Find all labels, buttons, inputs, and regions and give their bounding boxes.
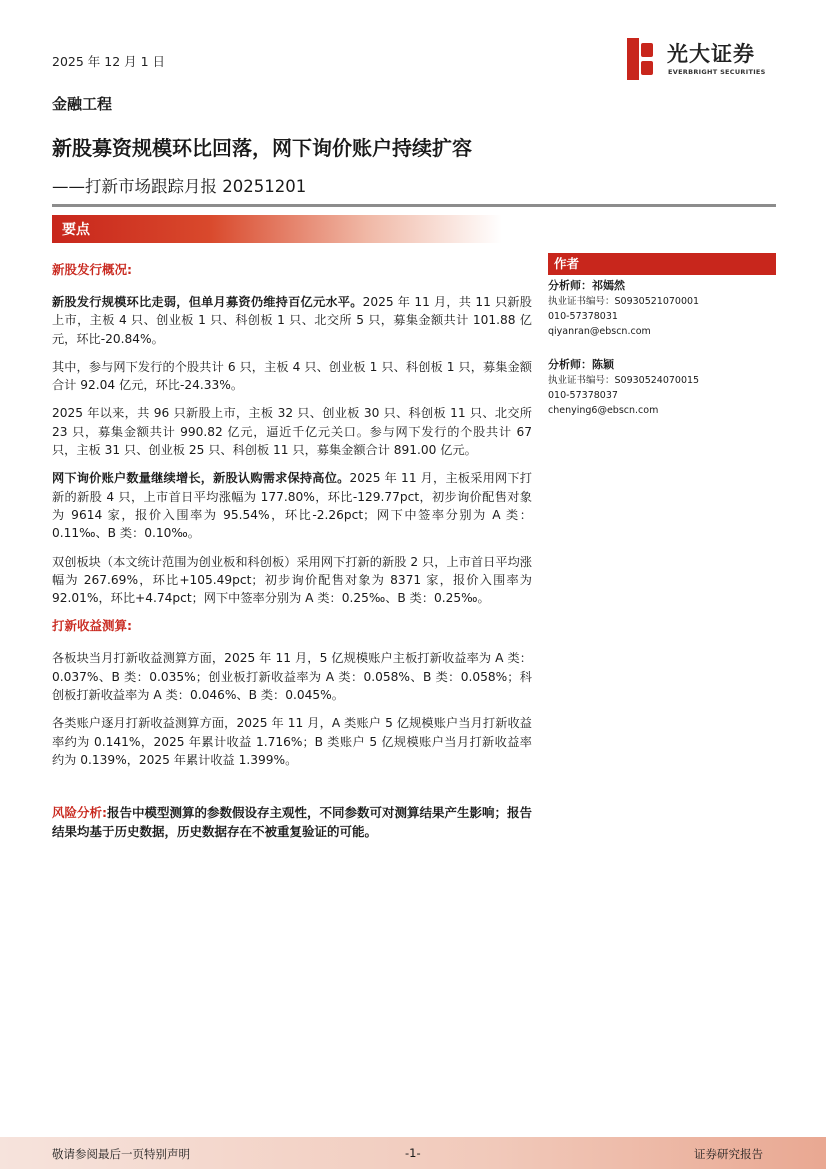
- paragraph-lead: 网下询价账户数量继续增长，新股认购需求保持高位。: [52, 471, 350, 486]
- analyst-phone: 010-57378037: [548, 390, 618, 401]
- analyst-license: 执业证书编号：S0930524070015: [548, 375, 700, 386]
- footer-disclaimer: 敬请参阅最后一页特别声明: [52, 1147, 190, 1161]
- company-logo: [627, 38, 777, 82]
- section-title-issuance: 新股发行概况:: [52, 262, 132, 277]
- analyst-phone: 010-57378031: [548, 311, 618, 322]
- paragraph-lead: 新股发行规模环比走弱，但单月募资仍维持百亿元水平。: [52, 295, 363, 309]
- analyst-email[interactable]: qiyanran@ebscn.com: [548, 326, 651, 337]
- keypoints-banner: [52, 215, 502, 243]
- analyst-card: [548, 278, 776, 339]
- paragraph: 双创板块（本文统计范围为创业板和科创板）采用网下打新的新股 2 只，上市首日平均涨幅为 267.69%，环比+105.49pct；初步询价配售对象为 8371 家，报价入围率为 92.01%，环比+4.74pct；网下中签率分别为 A 类：0.25‰、B 类：0.25‰。: [52, 554, 532, 606]
- page-number: -1-: [405, 1146, 421, 1160]
- analyst-email[interactable]: chenying6@ebscn.com: [548, 405, 659, 416]
- paragraph-text: 2025 年 11 月，主板采用网下打新的新股 4 只，上市首日平均涨幅为 177.80%，环比-129.77pct，初步询价配售对象为 9614 家，报价入围率为 95.54%，环比-2.26pct；网下中签率分别为 A 类：0.11‰、B 类：0.10‰。: [52, 471, 532, 541]
- header-divider: [52, 204, 776, 207]
- paragraph-text: 2025 年 11 月，共 11 只新股上市，主板 4 只、创业板 1 只、科创板 1 只、北交所 5 只，募集金额共计 101.88 亿元，环比-20.84%。: [52, 295, 532, 346]
- analyst-name: 分析师：祁嫣然: [548, 279, 625, 292]
- paragraph: 2025 年以来，共 96 只新股上市，主板 32 只、创业板 30 只、科创板 11 只、北交所 23 只，募集金额共计 990.82 亿元，逼近千亿元关口。参与网下发行的个股共计 67 只，主板 31 只、创业板 25 只、科创板 11 只，募集金额合计 891.00 亿元。: [52, 406, 532, 458]
- risk-analysis: [52, 803, 532, 841]
- main-content: [52, 261, 532, 841]
- paragraph: 各板块当月打新收益测算方面，2025 年 11 月，5 亿规模账户主板打新收益率为 A 类：0.037%、B 类：0.035%；创业板打新收益率为 A 类：0.058%、B 类：0.058%；科创板打新收益率为 A 类：0.046%、B 类：0.045%。: [52, 651, 532, 703]
- logo-chinese-name: 光大证券: [667, 42, 755, 66]
- paragraph: 各类账户逐月打新收益测算方面，2025 年 11 月，A 类账户 5 亿规模账户当月打新收益率约为 0.141%，2025 年累计收益 1.716%；B 类账户 5 亿规模账户当月打新收益率约为 0.139%，2025 年累计收益 1.399%。: [52, 716, 532, 767]
- paragraph: [52, 293, 532, 348]
- report-category: 金融工程: [52, 95, 113, 113]
- logo-english-name: EVERBRIGHT SECURITIES: [668, 68, 766, 76]
- report-subtitle: ——打新市场跟踪月报 20251201: [52, 177, 307, 196]
- everbright-logo-icon: [627, 38, 655, 80]
- analyst-name: 分析师：陈颖: [548, 358, 614, 371]
- section-title-yield: 打新收益测算:: [52, 618, 132, 634]
- keypoints-label: 要点: [62, 222, 90, 238]
- report-date: 2025 年 12 月 1 日: [52, 54, 166, 69]
- author-sidebar: [548, 253, 776, 418]
- paragraph: [52, 469, 532, 542]
- footer-report-type: 证券研究报告: [694, 1147, 763, 1161]
- analyst-license: 执业证书编号：S0930521070001: [548, 296, 700, 307]
- author-header: 作者: [548, 253, 776, 275]
- risk-text: 报告中模型测算的参数假设存主观性，不同参数可对测算结果产生影响；报告结果均基于历史数据，历史数据存在不被重复验证的可能。: [52, 805, 533, 840]
- analyst-card: [548, 357, 776, 418]
- report-title: 新股募资规模环比回落，网下询价账户持续扩容: [52, 136, 472, 160]
- paragraph: 其中，参与网下发行的个股共计 6 只，主板 4 只、创业板 1 只、科创板 1 只，募集金额合计 92.04 亿元，环比-24.33%。: [52, 359, 532, 393]
- risk-label: 风险分析:: [52, 805, 107, 821]
